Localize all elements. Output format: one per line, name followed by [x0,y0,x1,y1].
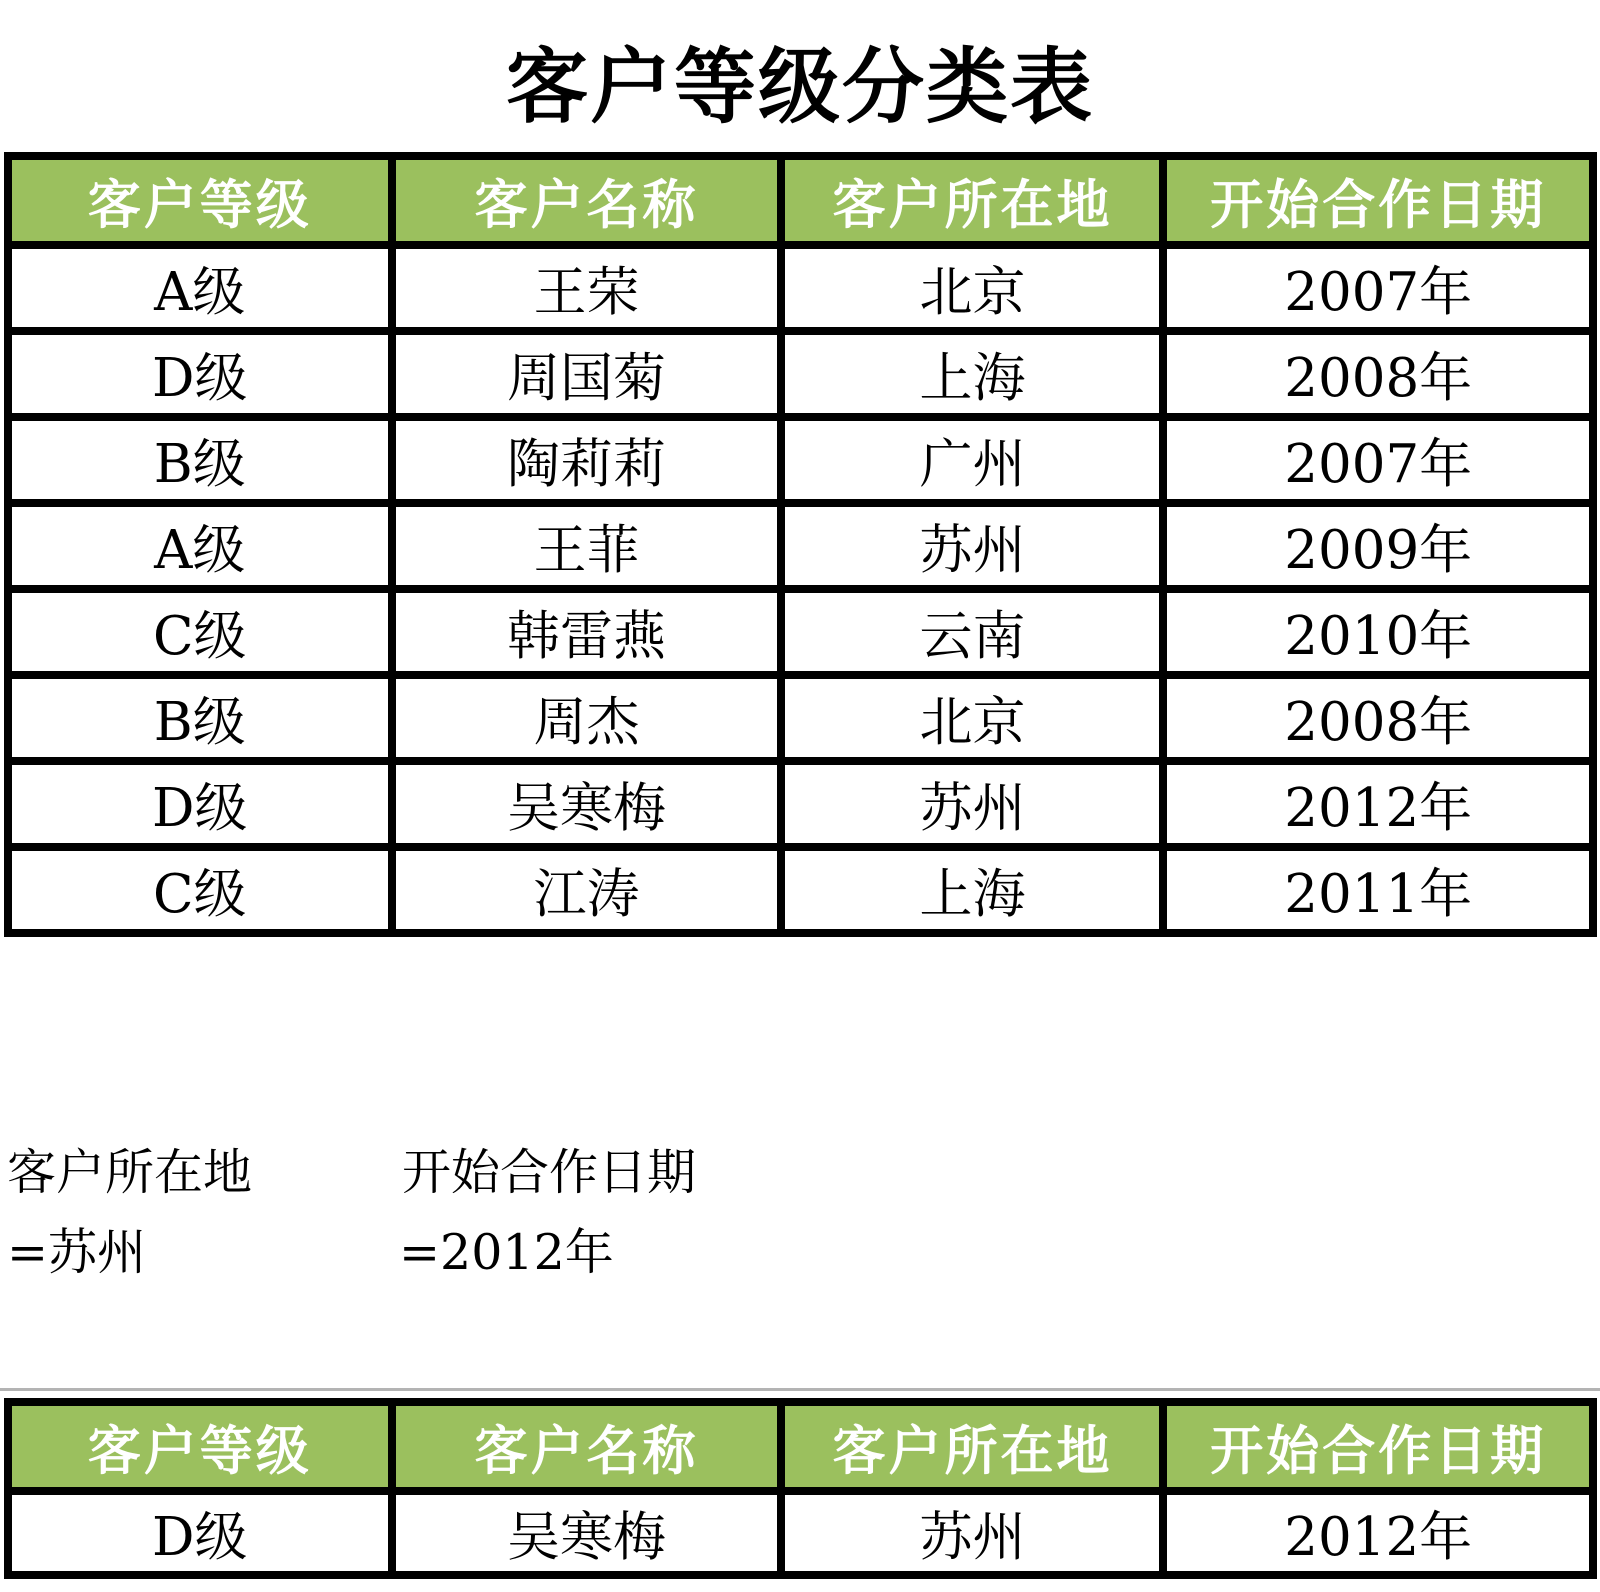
location-cell: 北京 [781,245,1163,331]
name-cell: 王菲 [392,503,782,589]
level-cell: D级 [8,761,392,847]
header-cell-location: 客户所在地 [781,156,1163,245]
header-cell-date: 开始合作日期 [1163,1402,1593,1491]
customer-table [4,152,1597,937]
location-cell: 北京 [781,675,1163,761]
date-cell: 2010年 [1163,589,1593,675]
date-cell: 2009年 [1163,503,1593,589]
header-cell-level: 客户等级 [8,1402,392,1491]
level-cell: C级 [8,847,392,933]
header-row [8,1402,1593,1491]
date-cell: 2007年 [1163,417,1593,503]
location-cell: 苏州 [781,503,1163,589]
header-cell-date: 开始合作日期 [1163,156,1593,245]
date-cell: 2007年 [1163,245,1593,331]
header-cell-name: 客户名称 [392,1402,782,1491]
name-cell: 王荣 [392,245,782,331]
level-cell: C级 [8,589,392,675]
header-cell-name: 客户名称 [392,156,782,245]
location-cell: 云南 [781,589,1163,675]
level-cell: A级 [8,503,392,589]
name-cell: 韩雷燕 [392,589,782,675]
location-cell: 上海 [781,331,1163,417]
date-cell: 2008年 [1163,675,1593,761]
table-row [8,675,1593,761]
location-cell: 苏州 [781,1491,1163,1575]
date-cell: 2012年 [1163,761,1593,847]
criteria-location-value: =苏州 [7,1224,147,1281]
level-cell: D级 [8,331,392,417]
date-cell: 2012年 [1163,1491,1593,1575]
name-cell: 周国菊 [392,331,782,417]
location-cell: 广州 [781,417,1163,503]
level-cell: B级 [8,417,392,503]
criteria-date-label: 开始合作日期 [402,1144,697,1201]
date-cell: 2008年 [1163,331,1593,417]
criteria-location-label: 客户所在地 [7,1144,253,1201]
table-row [8,503,1593,589]
header-cell-level: 客户等级 [8,156,392,245]
name-cell: 周杰 [392,675,782,761]
filtered-result-table [4,1398,1597,1579]
table-row [8,761,1593,847]
name-cell: 吴寒梅 [392,761,782,847]
table-row [8,417,1593,503]
section-divider [0,1388,1600,1391]
page-title: 客户等级分类表 [505,39,1094,135]
table-row [8,245,1593,331]
name-cell: 江涛 [392,847,782,933]
table-row [8,847,1593,933]
header-row [8,156,1593,245]
name-cell: 吴寒梅 [392,1491,782,1575]
location-cell: 上海 [781,847,1163,933]
table-row [8,1491,1593,1575]
level-cell: D级 [8,1491,392,1575]
level-cell: B级 [8,675,392,761]
level-cell: A级 [8,245,392,331]
name-cell: 陶莉莉 [392,417,782,503]
criteria-date-value: =2012年 [399,1224,614,1281]
table-row [8,589,1593,675]
date-cell: 2011年 [1163,847,1593,933]
header-cell-location: 客户所在地 [781,1402,1163,1491]
table-row [8,331,1593,417]
location-cell: 苏州 [781,761,1163,847]
